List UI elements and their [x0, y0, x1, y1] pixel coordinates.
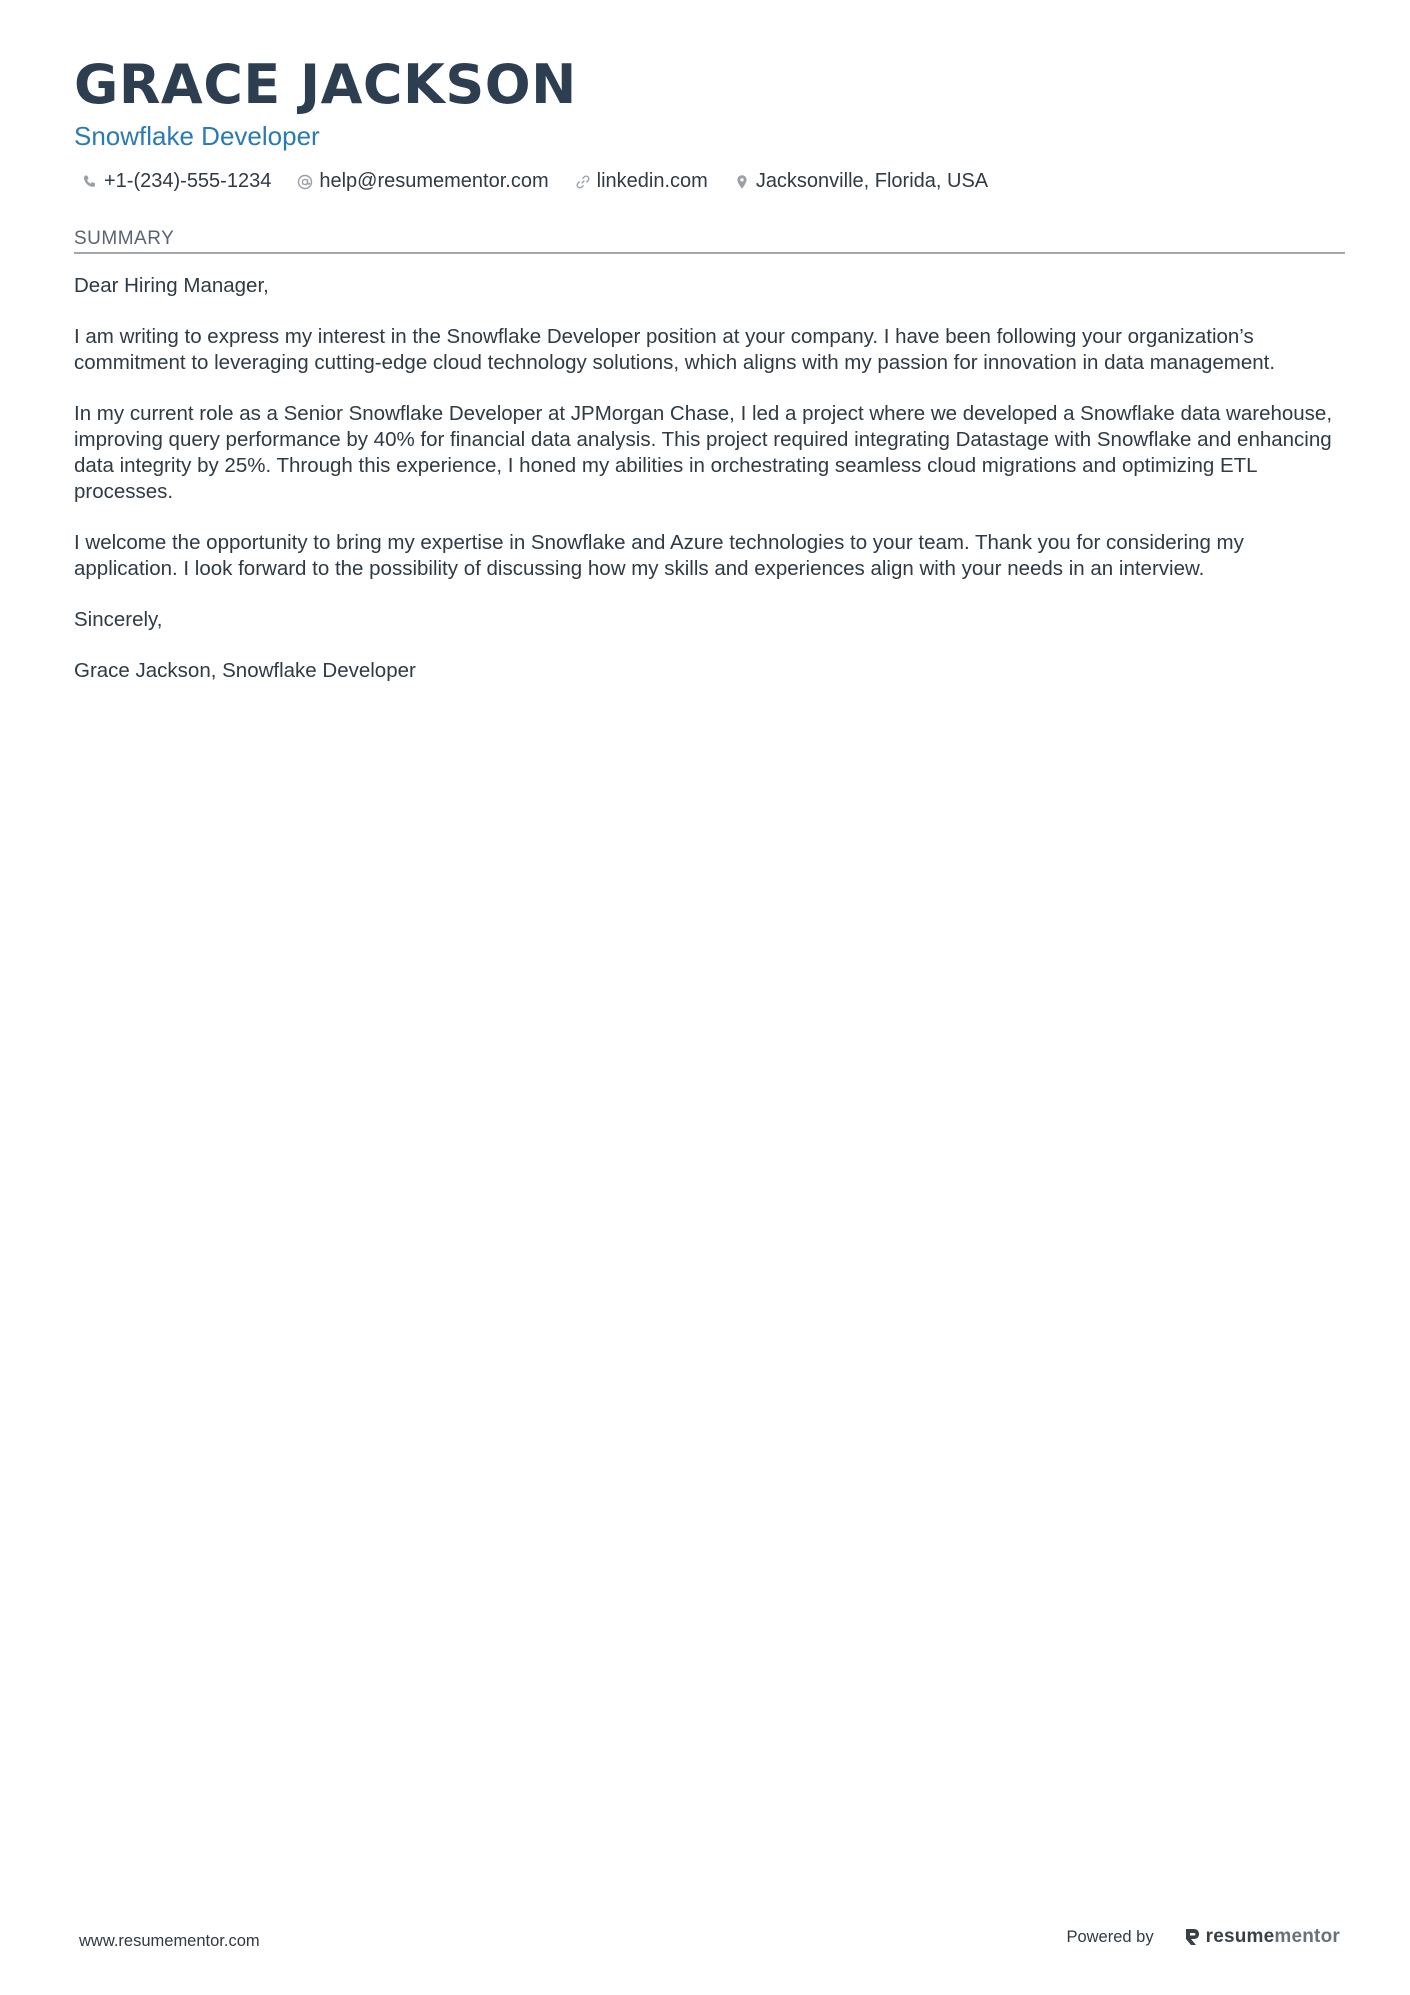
- link-icon: [575, 174, 591, 190]
- letter-signature: Grace Jackson, Snowflake Developer: [74, 659, 416, 683]
- summary-heading-text: SUMMARY: [74, 228, 175, 249]
- job-title: Snowflake Developer: [74, 121, 320, 151]
- letter-paragraph: I welcome the opportunity to bring my expertise in Snowflake and Azure technologies to your team. Thank you for considering my application. I look forward to the possibility of discussing how my skills and experiences align with your needs in an interview.: [74, 530, 1244, 580]
- phone-icon: [82, 174, 98, 190]
- contact-location: [734, 170, 988, 193]
- resumementor-logo-icon: [1184, 1927, 1202, 1947]
- cover-letter-body: [74, 273, 1345, 710]
- letter-greeting: Dear Hiring Manager,: [74, 274, 269, 297]
- summary-section-heading: [74, 228, 1345, 254]
- letter-closing: Sincerely,: [74, 608, 163, 632]
- letter-paragraph: I am writing to express my interest in the Snowflake Developer position at your company. I have been following your organization’s commitment to leveraging cutting-edge cloud technology solutions, which aligns with my passion for innovation in data management.: [74, 325, 1276, 375]
- contact-phone-text: +1-(234)-555-1234: [104, 170, 272, 192]
- location-pin-icon: [734, 174, 750, 190]
- contact-phone: [82, 170, 271, 193]
- contact-email-text: help@resumementor.com: [319, 170, 549, 192]
- contact-linkedin-text: linkedin.com: [596, 170, 708, 192]
- at-icon: [297, 174, 313, 190]
- candidate-name: GRACE JACKSON: [74, 53, 577, 116]
- footer-branding: [1066, 1926, 1340, 1948]
- contact-linkedin[interactable]: [575, 170, 708, 193]
- brand-wordmark-bold: resume: [1205, 1926, 1275, 1947]
- letter-paragraph: In my current role as a Senior Snowflake Developer at JPMorgan Chase, I led a project where we developed a Snowflake data warehouse, improving query performance by 40% for financial data analysis. This project required integrating Datastage with Snowflake and enhancing data integrity by 25%. Through this experience, I honed my abilities in orchestrating seamless cloud migrations and optimizing ETL processes.: [74, 402, 1333, 503]
- footer-website[interactable]: www.resumementor.com: [79, 1932, 260, 1950]
- powered-by-label: Powered by: [1066, 1927, 1154, 1946]
- contact-bar: [82, 170, 1014, 193]
- brand-wordmark: [1206, 1926, 1340, 1948]
- contact-email[interactable]: [297, 170, 548, 193]
- contact-location-text: Jacksonville, Florida, USA: [755, 170, 989, 192]
- brand-wordmark-light: mentor: [1274, 1926, 1340, 1947]
